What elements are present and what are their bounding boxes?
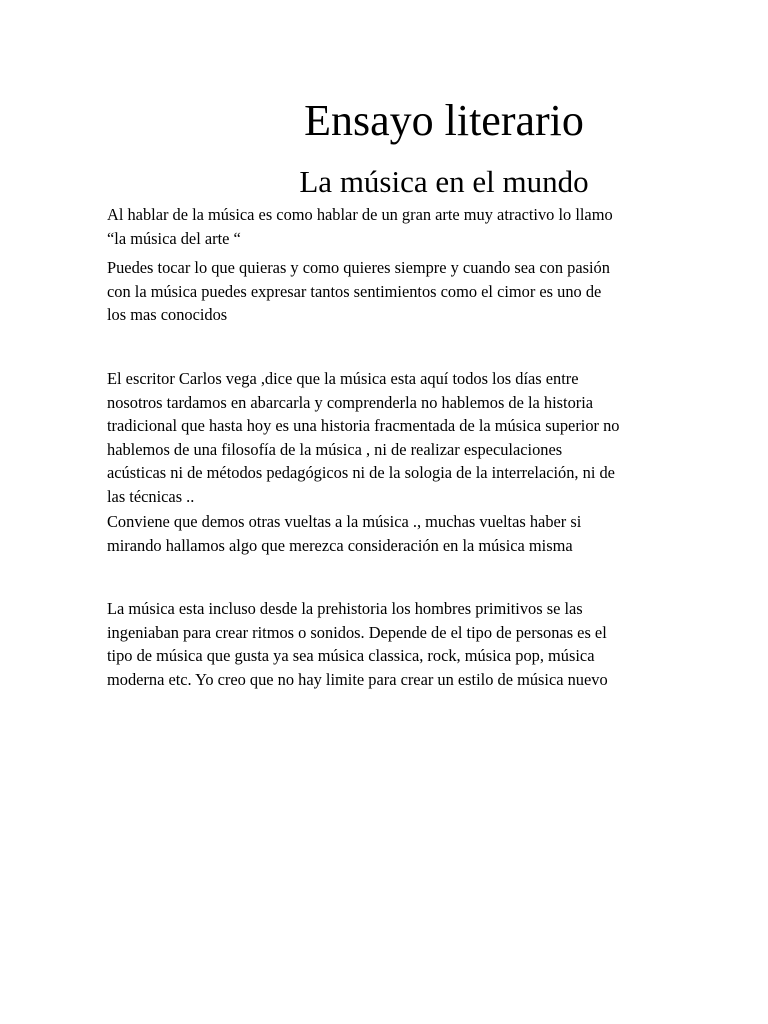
paragraph-line: El escritor Carlos vega ,dice que la música esta aquí todos los días entre xyxy=(107,369,579,388)
paragraph-vueltas xyxy=(107,510,667,557)
paragraph-line: nosotros tardamos en abarcarla y comprenderla no hablemos de la historia xyxy=(107,392,594,412)
document-title: Ensayo literario xyxy=(304,96,584,145)
paragraph-prehistoria xyxy=(107,597,667,691)
paragraph-line: tradicional que hasta hoy es una historia fracmentada de la música superior no xyxy=(107,416,620,435)
paragraph-line: acústicas ni de métodos pedagógicos ni de la sologia de la interrelación, ni de xyxy=(107,463,615,482)
paragraph-line: tipo de música que gusta ya sea música classica, rock, música pop, música xyxy=(107,646,595,665)
document-subtitle: La música en el mundo xyxy=(299,164,589,199)
paragraph-line: Puedes tocar lo que quieras y como quieres siempre y cuando sea con pasión xyxy=(107,258,610,277)
paragraph-line: las técnicas .. xyxy=(107,486,195,506)
paragraph-line: con la música puedes expresar tantos sentimientos como el cimor es uno de xyxy=(107,281,602,301)
paragraph-line: moderna etc. Yo creo que no hay limite para crear un estilo de música nuevo xyxy=(107,669,608,689)
paragraph-line: “la música del arte “ xyxy=(107,228,241,248)
paragraph-intro xyxy=(107,203,667,250)
paragraph-line: ingeniaban para crear ritmos o sonidos. Depende de el tipo de personas es el xyxy=(107,622,607,642)
paragraph-line: Al hablar de la música es como hablar de un gran arte muy atractivo lo llamo xyxy=(107,205,613,224)
paragraph-line: La música esta incluso desde la prehistoria los hombres primitivos se las xyxy=(107,599,583,618)
paragraph-line: los mas conocidos xyxy=(107,305,228,324)
paragraph-line: hablemos de una filosofía de la música , ni de realizar especulaciones xyxy=(107,439,563,459)
paragraph-line: Conviene que demos otras vueltas a la música ., muchas vueltas haber si xyxy=(107,512,582,531)
paragraph-carlos-vega xyxy=(107,367,667,508)
paragraph-passion xyxy=(107,256,667,327)
paragraph-line: mirando hallamos algo que merezca consideración en la música misma xyxy=(107,535,573,555)
